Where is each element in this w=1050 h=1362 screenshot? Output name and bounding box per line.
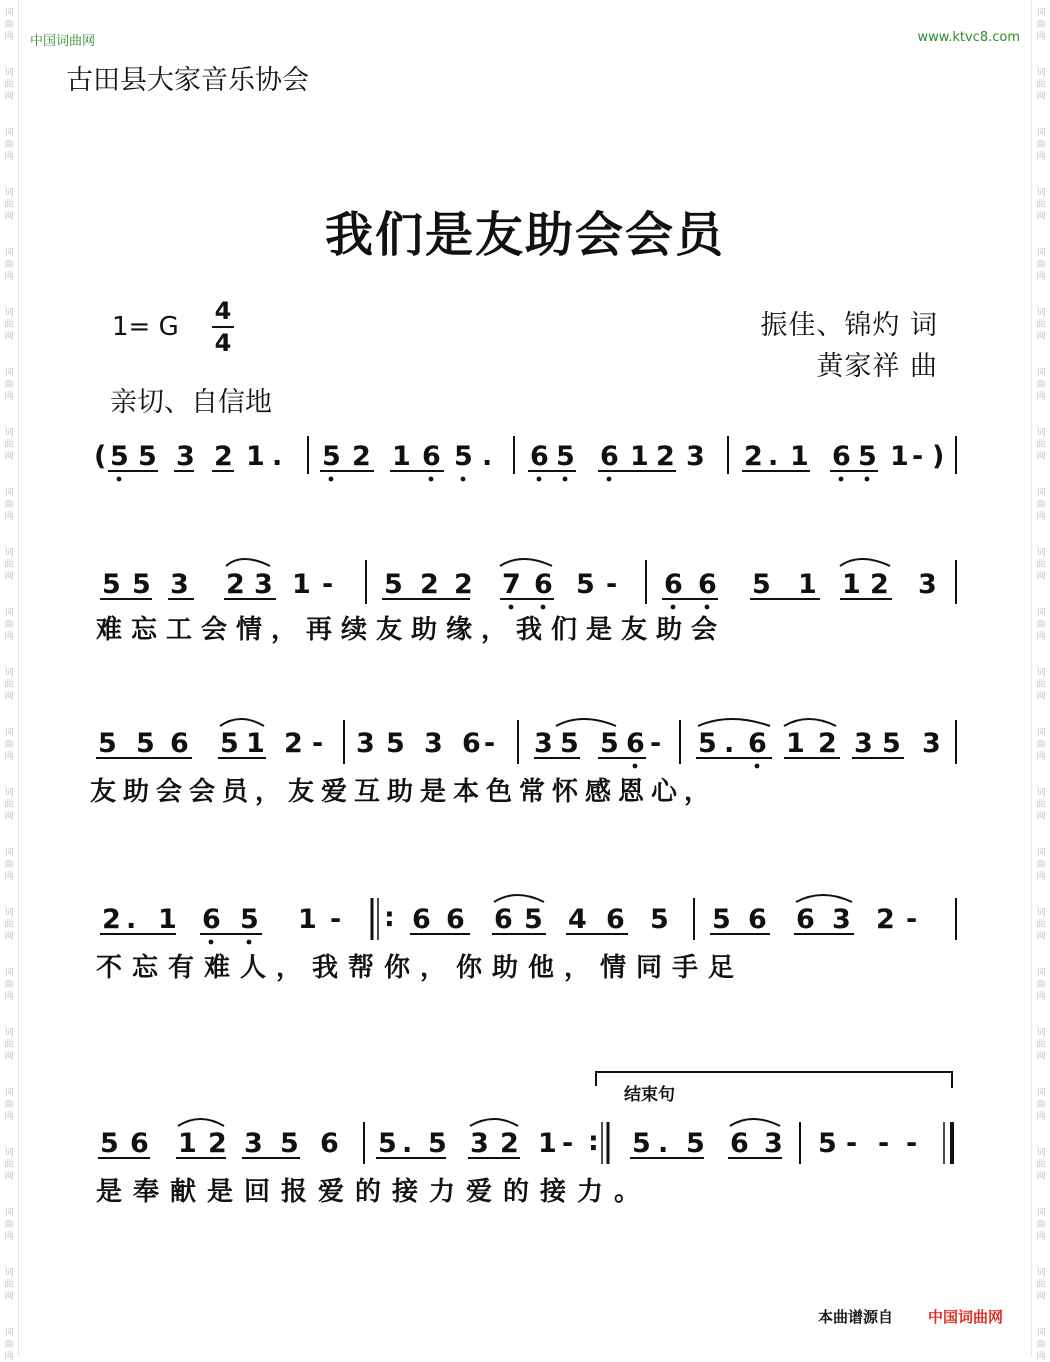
- watermark-glyph: 网: [1036, 1352, 1046, 1362]
- watermark-glyph: 曲: [1036, 1100, 1046, 1110]
- watermark-glyph: 曲: [4, 200, 14, 210]
- watermark-glyph: 词: [1036, 248, 1046, 258]
- watermark-glyph: 词: [4, 368, 14, 378]
- watermark-glyph: 网: [1036, 1172, 1046, 1182]
- watermark-glyph: 曲: [1036, 20, 1046, 30]
- watermark-glyph: 词: [1036, 968, 1046, 978]
- watermark-glyph: 曲: [1036, 1040, 1046, 1050]
- watermark-glyph: 曲: [1036, 80, 1046, 90]
- watermark-glyph: 曲: [1036, 440, 1046, 450]
- intro-system: ( 5 5 3 2 1 . 5 2 1 6 5 . 6 5 6 1 2 3 2 . 1 6 5 1 - ): [94, 441, 945, 472]
- watermark-glyph: 网: [4, 152, 14, 162]
- watermark-glyph: 网: [4, 1232, 14, 1242]
- watermark-glyph: 词: [4, 188, 14, 198]
- watermark-glyph: 网: [4, 392, 14, 402]
- watermark-glyph: 词: [1036, 1148, 1046, 1158]
- watermark-glyph: 网: [1036, 1232, 1046, 1242]
- watermark-glyph: 词: [1036, 308, 1046, 318]
- watermark-glyph: 曲: [4, 440, 14, 450]
- system-1-notes: 5 5 3 2 3 1 - 5 2 2 7 6 5 - 6 6 5 1 1 2 3: [102, 569, 937, 600]
- watermark-glyph: 曲: [1036, 260, 1046, 270]
- watermark-glyph: 曲: [1036, 1160, 1046, 1170]
- watermark-glyph: 网: [1036, 452, 1046, 462]
- watermark-glyph: 网: [4, 1352, 14, 1362]
- watermark-glyph: 网: [4, 572, 14, 582]
- watermark-glyph: 曲: [4, 80, 14, 90]
- watermark-glyph: 曲: [4, 860, 14, 870]
- watermark-glyph: 词: [1036, 608, 1046, 618]
- ending-label: 结束句: [624, 1085, 675, 1105]
- repeat-end-dots: :: [588, 1126, 599, 1157]
- watermark-glyph: 词: [1036, 1088, 1046, 1098]
- key-signature: 1= G: [112, 312, 179, 342]
- octave-dots: [117, 477, 870, 945]
- watermark-glyph: 词: [1036, 728, 1046, 738]
- watermark-glyph: 词: [1036, 1268, 1046, 1278]
- composer-credit: 黄家祥 曲: [816, 351, 938, 382]
- watermark-glyph: 曲: [1036, 1280, 1046, 1290]
- watermark-glyph: 网: [4, 1172, 14, 1182]
- watermark-glyph: 词: [1036, 488, 1046, 498]
- watermark-glyph: 曲: [1036, 560, 1046, 570]
- watermark-glyph: 曲: [4, 560, 14, 570]
- watermark-glyph: 曲: [1036, 200, 1046, 210]
- watermark-glyph: 网: [4, 452, 14, 462]
- watermark-glyph: 词: [4, 1208, 14, 1218]
- watermark-glyph: 词: [4, 1088, 14, 1098]
- watermark-glyph: 曲: [1036, 740, 1046, 750]
- watermark-glyph: 曲: [4, 1040, 14, 1050]
- watermark-glyph: 曲: [4, 920, 14, 930]
- system-1-lyrics: 难忘工会情，再续友助缘，我们是友助会: [96, 615, 727, 645]
- watermark-glyph: 曲: [4, 680, 14, 690]
- watermark-glyph: 网: [1036, 992, 1046, 1002]
- watermark-glyph: 曲: [4, 320, 14, 330]
- watermark-glyph: 曲: [4, 380, 14, 390]
- watermark-glyph: 曲: [1036, 140, 1046, 150]
- watermark-glyph: 词: [4, 428, 14, 438]
- watermark-glyph: 网: [1036, 152, 1046, 162]
- system-3-slurs: [494, 895, 852, 902]
- watermark-glyph: 曲: [4, 980, 14, 990]
- site-url-right: www.ktvc8.com: [917, 30, 1020, 45]
- watermark-glyph: 曲: [4, 20, 14, 30]
- watermark-glyph: 曲: [4, 800, 14, 810]
- lyricist-credit: 振佳、锦灼 词: [760, 310, 938, 341]
- watermark-glyph: 词: [4, 968, 14, 978]
- watermark-glyph: 词: [4, 128, 14, 138]
- meter-top: 4: [214, 297, 232, 325]
- system-2-notes: 5 5 6 5 1 2 - 3 5 3 6 - 3 5 5 6 - 5 . 6 1 2 3 5 3: [98, 728, 941, 759]
- watermark-glyph: 词: [1036, 1028, 1046, 1038]
- system-2-lyrics: 友助会会员，友爱互助是本色常怀感恩心，: [90, 777, 718, 807]
- site-name-left: 中国词曲网: [30, 34, 96, 49]
- watermark-glyph: 词: [1036, 128, 1046, 138]
- watermark-glyph: 网: [1036, 752, 1046, 762]
- watermark-glyph: 词: [4, 488, 14, 498]
- watermark-glyph: 词: [1036, 548, 1046, 558]
- watermark-glyph: 曲: [1036, 860, 1046, 870]
- watermark-glyph: 网: [1036, 92, 1046, 102]
- watermark-glyph: 网: [4, 1052, 14, 1062]
- watermark-glyph: 网: [1036, 212, 1046, 222]
- system-4-lyrics: 是奉献是回报爱的接力爱的接力。: [96, 1177, 652, 1207]
- watermark-glyph: 曲: [1036, 320, 1046, 330]
- watermark-glyph: 曲: [4, 1100, 14, 1110]
- watermark-glyph: 网: [4, 212, 14, 222]
- watermark-glyph: 曲: [4, 1220, 14, 1230]
- watermark-glyph: 网: [1036, 572, 1046, 582]
- watermark-glyph: 网: [4, 512, 14, 522]
- watermark-glyph: 词: [4, 848, 14, 858]
- watermark-glyph: 词: [4, 8, 14, 18]
- watermark-glyph: 词: [4, 788, 14, 798]
- watermark-glyph: 网: [4, 932, 14, 942]
- watermark-glyph: 曲: [1036, 1340, 1046, 1350]
- watermark-glyph: 网: [4, 1112, 14, 1122]
- watermark-glyph: 词: [4, 308, 14, 318]
- watermark-glyph: 网: [4, 872, 14, 882]
- watermark-glyph: 词: [1036, 908, 1046, 918]
- watermark-glyph: 网: [1036, 272, 1046, 282]
- watermark-glyph: 网: [4, 812, 14, 822]
- watermark-glyph: 曲: [1036, 800, 1046, 810]
- watermark-glyph: 词: [4, 1268, 14, 1278]
- watermark-glyph: 词: [4, 668, 14, 678]
- watermark-glyph: 词: [4, 68, 14, 78]
- watermark-glyph: 网: [1036, 632, 1046, 642]
- watermark-glyph: 词: [1036, 8, 1046, 18]
- watermark-glyph: 词: [1036, 68, 1046, 78]
- tempo-marking: 亲切、自信地: [110, 387, 272, 418]
- system-2-slurs: [220, 719, 836, 726]
- watermark-glyph: 网: [1036, 392, 1046, 402]
- watermark-glyph: 曲: [4, 140, 14, 150]
- watermark-glyph: 曲: [4, 1340, 14, 1350]
- watermark-glyph: 词: [4, 1028, 14, 1038]
- watermark-glyph: 曲: [4, 1160, 14, 1170]
- song-title: 我们是友助会会员: [324, 207, 725, 263]
- watermark-glyph: 词: [1036, 848, 1046, 858]
- watermark-glyph: 网: [4, 1292, 14, 1302]
- watermark-glyph: 词: [1036, 188, 1046, 198]
- watermark-glyph: 词: [4, 1148, 14, 1158]
- source-label: 本曲谱源自: [818, 1308, 894, 1326]
- meter-bottom: 4: [214, 329, 232, 357]
- watermark-glyph: 词: [1036, 668, 1046, 678]
- watermark-glyph: 曲: [1036, 920, 1046, 930]
- watermark-glyph: 网: [1036, 1052, 1046, 1062]
- watermark-glyph: 曲: [1036, 1220, 1046, 1230]
- watermark-glyph: 曲: [1036, 620, 1046, 630]
- watermark-glyph: 词: [1036, 368, 1046, 378]
- watermark-glyph: 曲: [4, 620, 14, 630]
- watermark-glyph: 网: [1036, 1292, 1046, 1302]
- watermark-glyph: 曲: [4, 260, 14, 270]
- watermark-glyph: 网: [1036, 1112, 1046, 1122]
- watermark-glyph: 词: [1036, 1208, 1046, 1218]
- watermark-glyph: 网: [4, 32, 14, 42]
- watermark-glyph: 网: [1036, 872, 1046, 882]
- watermark-glyph: 词: [4, 728, 14, 738]
- watermark-glyph: 网: [4, 752, 14, 762]
- watermark-glyph: 词: [4, 608, 14, 618]
- watermark-glyph: 网: [1036, 512, 1046, 522]
- watermark-glyph: 曲: [4, 500, 14, 510]
- watermark-glyph: 网: [1036, 692, 1046, 702]
- watermark-glyph: 词: [1036, 788, 1046, 798]
- system-4-notes: 5 6 1 2 3 5 6 5 . 5 3 2 1 - 5 . 5 6 3 5 - - -: [100, 1128, 918, 1159]
- watermark-glyph: 网: [4, 692, 14, 702]
- watermark-glyph: 网: [4, 92, 14, 102]
- system-1-slurs: [226, 559, 890, 566]
- watermark-glyph: 网: [4, 332, 14, 342]
- watermark-glyph: 曲: [4, 740, 14, 750]
- system-4-slurs: [178, 1119, 780, 1126]
- watermark-glyph: 词: [1036, 428, 1046, 438]
- watermark-glyph: 词: [4, 1328, 14, 1338]
- watermark-glyph: 网: [1036, 32, 1046, 42]
- watermark-glyph: 曲: [4, 1280, 14, 1290]
- watermark-glyph: 曲: [1036, 380, 1046, 390]
- system-3-notes: 2 . 1 6 5 1 - 6 6 6 5 4 6 5 5 6 6 3 2 -: [102, 904, 918, 935]
- watermark-glyph: 词: [4, 548, 14, 558]
- watermark-glyph: 网: [4, 632, 14, 642]
- watermark-glyph: 网: [1036, 932, 1046, 942]
- watermark-glyph: 网: [4, 272, 14, 282]
- watermark-glyph: 词: [4, 248, 14, 258]
- watermark-glyph: 词: [4, 908, 14, 918]
- association-name: 古田县大家音乐协会: [66, 65, 309, 96]
- watermark-glyph: 曲: [1036, 980, 1046, 990]
- system-3-lyrics: 不忘有难人，我帮你，你助他，情同手足: [96, 953, 745, 983]
- watermark-glyph: 网: [1036, 332, 1046, 342]
- watermark-glyph: 网: [1036, 812, 1046, 822]
- repeat-start-dots: :: [384, 902, 395, 933]
- watermark-glyph: 曲: [1036, 500, 1046, 510]
- source-site-link[interactable]: 中国词曲网: [928, 1308, 1004, 1326]
- watermark-glyph: 曲: [1036, 680, 1046, 690]
- watermark-glyph: 网: [4, 992, 14, 1002]
- watermark-glyph: 词: [1036, 1328, 1046, 1338]
